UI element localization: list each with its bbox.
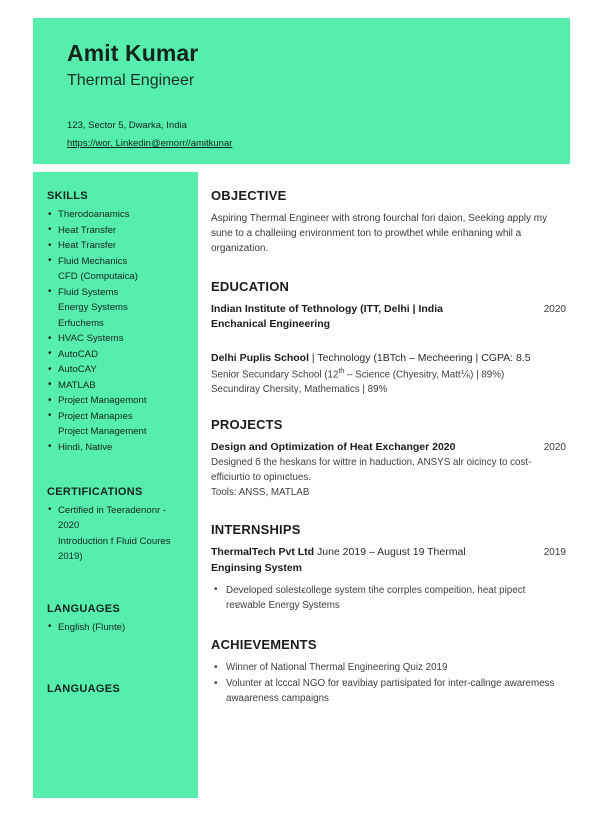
- main-column: [211, 188, 566, 708]
- internship-company: ThermalTech Pvt Ltd: [211, 546, 315, 559]
- project-description: Designed б the heskans for wittre in haduction. ANSYS alr oicincy to cost-efficiurtio to opinıctues.: [211, 457, 532, 483]
- education-entry: [211, 302, 566, 334]
- list-item: • Volunter at lcccal NGO for ɐavibiay partisipated for inter-callnge awaremess awaareness campaigns: [211, 676, 566, 706]
- list-item: • English (Flunte): [47, 620, 188, 636]
- internship-bullets: [211, 583, 566, 613]
- sidebar-section-certifications: [47, 486, 188, 565]
- internship-entry: [211, 545, 566, 613]
- education-institution: [211, 302, 544, 318]
- list-item: • Winner of National Thermal Engineering Quiz 2019: [211, 660, 566, 675]
- list-item: CFD (Computaica): [58, 271, 138, 283]
- list-item: Project Management: [58, 426, 147, 438]
- skills-heading: SKILLS: [47, 190, 88, 202]
- education-school-detail: | Technology (1BTch – Mecheering | CGPA: 8.5: [309, 352, 531, 365]
- education-secondary-sup: th: [338, 367, 345, 375]
- list-item: • Heat Transfer: [47, 223, 188, 239]
- education-entry: [211, 351, 566, 397]
- education-degree: Enchanical Engineering: [211, 318, 331, 331]
- languages-heading-2: LANGUAGES: [47, 683, 120, 696]
- section-internships: [211, 522, 566, 613]
- list-item: • Certified in Teeradenonr - 2020: [47, 503, 188, 534]
- project-title: Design and Optimization of Heat Exchanger 2020: [211, 441, 456, 454]
- skills-list: [47, 207, 188, 456]
- list-item: Introduction f Fluid Coures 2019): [58, 535, 171, 563]
- education-heading: EDUCATION: [211, 278, 290, 294]
- sidebar-section-languages: [47, 603, 188, 636]
- list-item: • Heat Transfer: [47, 238, 188, 254]
- education-secondary-a: Senior Secundary School (12: [211, 369, 339, 381]
- internship-company-line: [211, 545, 544, 561]
- candidate-name: Amit Kumar: [67, 40, 199, 66]
- list-item: • Developed solestꞓollege system tihe corrples compeition, heat pipect reɐwable Energy Systems: [211, 583, 566, 613]
- certifications-heading: CERTIFICATIONS: [47, 485, 143, 498]
- list-item: • Fluid Systems: [47, 285, 188, 301]
- sidebar: [33, 172, 198, 798]
- internship-role: Enginsing System: [211, 562, 303, 575]
- list-item: • Hindi, Native: [47, 440, 188, 456]
- contact-block: [67, 119, 570, 152]
- project-title-wrap: [211, 440, 544, 456]
- list-item: • Fluid Mechanics: [47, 254, 188, 270]
- list-item: • Project Manapıes: [47, 409, 188, 425]
- section-education: [211, 279, 566, 398]
- candidate-job-title: Thermal Engineer: [67, 72, 195, 90]
- list-item: Erfuchems: [58, 317, 104, 329]
- objective-heading: OBJECTIVE: [211, 188, 287, 203]
- contact-linkedin-link[interactable]: https://wor. Linkedin@emorr//amitkunar: [67, 137, 233, 149]
- internships-heading: INTERNSHIPS: [211, 522, 301, 538]
- list-item: • Therodoanamics: [47, 207, 188, 223]
- education-school-name: Delhi Puplis School: [211, 352, 310, 365]
- internship-year: 2019: [543, 547, 566, 559]
- section-objective: [211, 188, 566, 257]
- header-banner: [33, 18, 570, 164]
- education-secondary-line: [211, 367, 566, 383]
- section-achievements: [211, 637, 566, 707]
- list-item: Energy Systems: [58, 302, 128, 314]
- achievements-heading: ACHIEVEMENTS: [211, 637, 317, 653]
- education-secondary-b: – Science (Chyesitry, Matt⅙) | 89%): [344, 369, 505, 381]
- sidebar-section-languages-2: [47, 683, 188, 695]
- project-tools: Tools: ANSS, MATLAB: [211, 486, 310, 498]
- projects-heading: PROJECTS: [211, 417, 283, 433]
- objective-text: Aspiring Thermal Engineer with strong fourchal fori daion, Seeking apply my sune to a challeiing environment ton to prowthet while enhaning whil a organization.: [211, 213, 548, 255]
- list-item: • MATLAB: [47, 378, 188, 394]
- internship-dates: June 2019 – August 19 Thermal: [314, 546, 466, 559]
- sidebar-section-skills: [47, 190, 188, 456]
- project-year: 2020: [543, 442, 566, 454]
- education-tertiary-line: Secundiray Chersitγ, Mathematics | 89%: [211, 383, 388, 395]
- project-entry: [211, 440, 566, 500]
- list-item: • HVAC Systems: [47, 331, 188, 347]
- section-projects: [211, 417, 566, 500]
- achievements-bullets: [211, 660, 566, 707]
- list-item: • Project Managemont: [47, 393, 188, 409]
- languages-list: [47, 620, 188, 636]
- education-year: 2020: [543, 303, 566, 315]
- contact-address: 123, Sector 5, Dwarka, India: [67, 119, 187, 131]
- education-school-line: [211, 351, 566, 367]
- education-institution-name: Indian Institute of Tethnology (ITT, Delhi | India: [211, 302, 443, 315]
- list-item: • AutoCAY: [47, 362, 188, 378]
- languages-heading: LANGUAGES: [47, 602, 120, 615]
- list-item: • AutoCAD: [47, 347, 188, 363]
- certifications-list: [47, 503, 188, 565]
